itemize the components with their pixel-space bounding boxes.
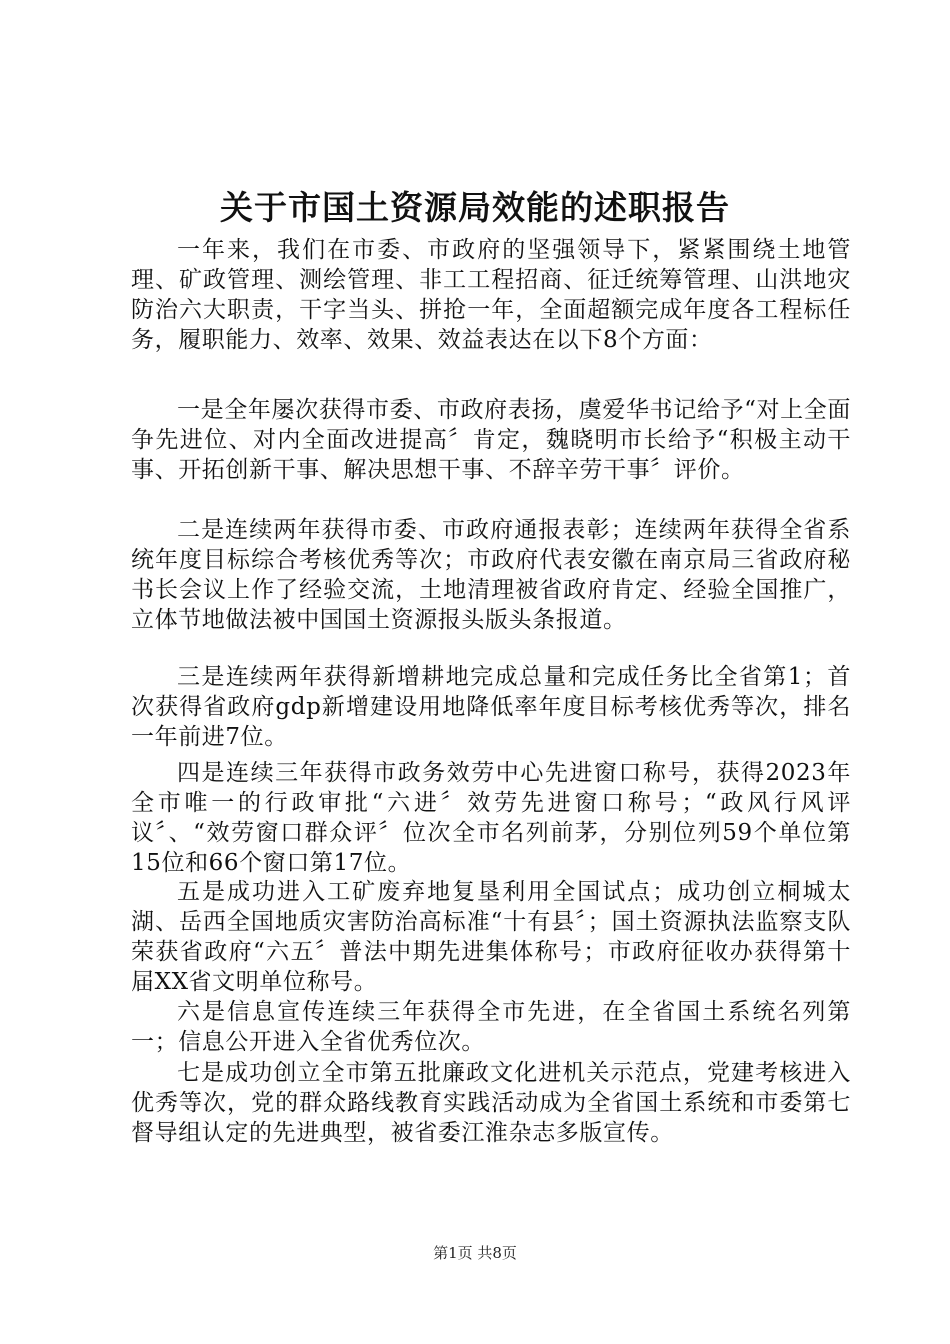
paragraph-item-4	[131, 758, 851, 878]
paragraph-item-6	[131, 997, 851, 1057]
paragraph-text: 一是全年屡次获得市委、市政府表扬，虞爱华书记给予“对上全面争先进位、对内全面改进提高〞肯定，魏晓明市长给予“积极主动干事、开拓创新干事、解决思想干事、不辞辛劳干事〞评价。	[131, 397, 851, 483]
paragraph-text: 二是连续两年获得市委、市政府通报表彰；连续两年获得全省系统年度目标综合考核优秀等次；市政府代表安徽在南京局三省政府秘书长会议上作了经验交流，土地清理被省政府肯定、经验全国推广，立体节地做法被中国国土资源报头版头条报道。	[131, 517, 851, 633]
paragraph-item-2	[131, 515, 851, 635]
paragraph-text: 五是成功进入工矿废弃地复垦利用全国试点；成功创立桐城太湖、岳西全国地质灾害防治高标准“十有县〞；国土资源执法监察支队荣获省政府“六五〞普法中期先进集体称号；市政府征收办获得第十届XX省文明单位称号。	[131, 879, 851, 995]
paragraph-intro	[131, 235, 851, 355]
paragraph-text: 四是连续三年获得市政务效劳中心先进窗口称号，获得2023年全市唯一的行政审批“六进〞效劳先进窗口称号；“政风行风评议〞、“效劳窗口群众评〞位次全市名列前茅，分别位列59个单位第15位和66个窗口第17位。	[131, 760, 851, 876]
paragraph-text: 一年来，我们在市委、市政府的坚强领导下，紧紧围绕土地管理、矿政管理、测绘管理、非工工程招商、征迁统筹管理、山洪地灾防治六大职责，干字当头、拼抢一年，全面超额完成年度各工程标任务，履职能力、效率、效果、效益表达在以下8个方面：	[131, 237, 851, 353]
paragraph-item-5	[131, 877, 851, 997]
paragraph-item-3	[131, 662, 851, 752]
paragraph-text: 三是连续两年获得新增耕地完成总量和完成任务比全省第1；首次获得省政府gdp新增建设用地降低率年度目标考核优秀等次，排名一年前进7位。	[131, 664, 851, 750]
page-footer: 第1页 共8页	[433, 1244, 517, 1262]
paragraph-item-1	[131, 395, 851, 485]
paragraph-item-7	[131, 1058, 851, 1148]
document-title: 关于市国土资源局效能的述职报告	[220, 188, 730, 227]
paragraph-text: 六是信息宣传连续三年获得全市先进，在全省国土系统名列第一；信息公开进入全省优秀位次。	[131, 999, 851, 1055]
paragraph-text: 七是成功创立全市第五批廉政文化进机关示范点，党建考核进入优秀等次，党的群众路线教育实践活动成为全省国土系统和市委第七督导组认定的先进典型，被省委江淮杂志多版宣传。	[131, 1060, 851, 1146]
